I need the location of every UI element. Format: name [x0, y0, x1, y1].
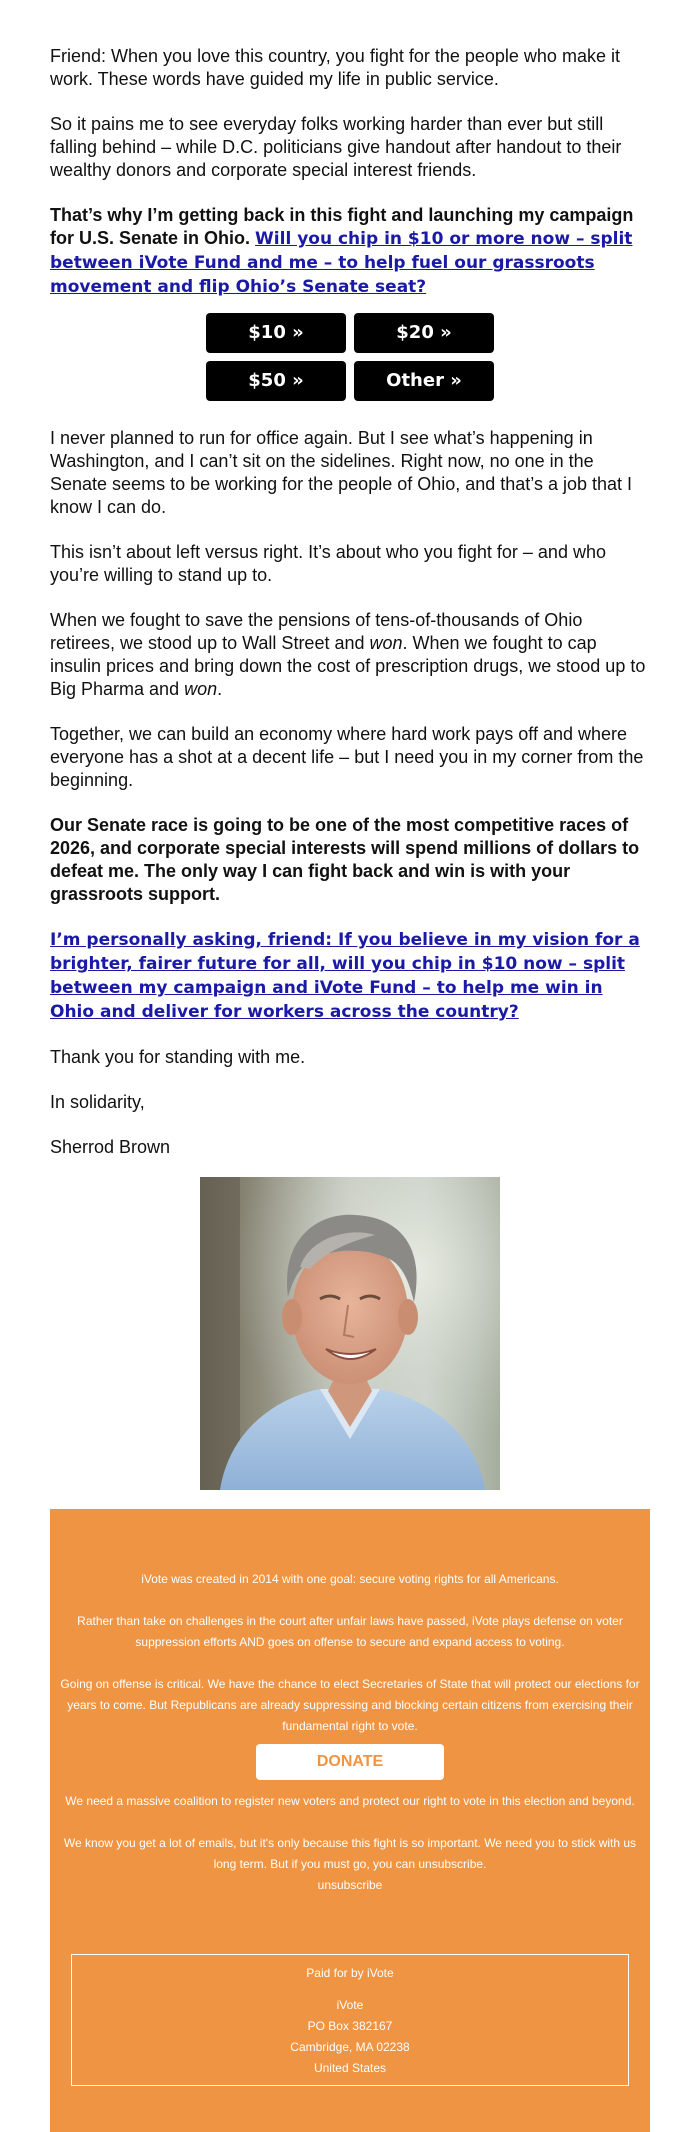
- email-body: [50, 0, 650, 1495]
- portrait-container: [50, 1177, 650, 1495]
- footer-mission: iVote was created in 2014 with one goal: secure voting rights for all Americans.: [141, 1572, 559, 1586]
- paragraph-falling-behind: So it pains me to see everyday folks working harder than ever but still falling behind – while D.C. politicians give handout after handout to their wealthy donors and corporate special interest friends.: [50, 114, 622, 180]
- campaign-announcement: [50, 204, 650, 299]
- ivote-footer: [50, 1509, 650, 2132]
- paragraph-run-for-office: I never planned to run for office again. But I see what’s happening in Washington, and I can’t sit on the sidelines. Right now, no one in the Senate seems to be working for the people of Ohio, and that’s a job that I know I can do.: [50, 428, 633, 517]
- personal-ask: [50, 928, 650, 1024]
- footer-defense: Rather than take on challenges in the court after unfair laws have passed, iVote plays defense on voter suppression efforts AND goes on offense to secure and expand access to voting.: [77, 1614, 623, 1649]
- personal-ask-link[interactable]: I’m personally asking, friend: If you believe in my vision for a brighter, fairer future for all, will you chip in $10 now – split between my campaign and iVote Fund – to help me win in Ohio and deliver for workers across the country?: [50, 930, 640, 1022]
- mailing-address: [72, 1995, 628, 2079]
- donate-10-button[interactable]: $10 »: [206, 313, 346, 353]
- closing-line: In solidarity,: [50, 1092, 145, 1112]
- donate-50-button[interactable]: $50 »: [206, 361, 346, 401]
- donate-20-button[interactable]: $20 »: [354, 313, 494, 353]
- track-record-c: .: [217, 679, 223, 699]
- intro-paragraph: Friend: When you love this country, you fight for the people who make it work. These words have guided my life in public service.: [50, 46, 620, 89]
- donate-other-button[interactable]: Other »: [354, 361, 494, 401]
- won-emphasis-1: won: [369, 633, 403, 653]
- portrait-photo: [200, 1177, 500, 1490]
- track-record-b: . When we fought to cap insulin prices and bring down the cost of prescription drugs, we stood up to Big Pharma and: [50, 633, 646, 699]
- signature: Sherrod Brown: [50, 1137, 171, 1157]
- address-country: United States: [313, 2061, 387, 2075]
- announcement-text: That’s why I’m getting back in this fight and launching my campaign for U.S. Senate in Ohio.: [50, 205, 634, 248]
- portrait-illustration: [200, 1177, 500, 1490]
- paid-for-line: Paid for by iVote: [306, 1966, 394, 1980]
- footer-emails-note: We know you get a lot of emails, but it's only because this fight is so important. We need you to stick with us long term. But if you must go, you can unsubscribe.: [63, 1836, 637, 1871]
- donation-buttons: [206, 313, 494, 401]
- unsubscribe-link[interactable]: unsubscribe: [317, 1878, 383, 1892]
- paid-for-box: [71, 1954, 629, 2086]
- footer-offense: Going on offense is critical. We have the chance to elect Secretaries of State that will protect our elections for years to come. But Republicans are already suppressing and blocking certain citizens from exercising their fundamental right to vote.: [60, 1677, 640, 1733]
- address-org: iVote: [336, 1998, 364, 2012]
- footer-coalition: We need a massive coalition to register new voters and protect our right to vote in this election and beyond.: [65, 1794, 635, 1808]
- paragraph-left-right: This isn’t about left versus right. It’s about who you fight for – and who you’re willing to stand up to.: [50, 542, 606, 585]
- thanks-line: Thank you for standing with me.: [50, 1047, 306, 1067]
- won-emphasis-2: won: [184, 679, 218, 699]
- paragraph-competitive-race: Our Senate race is going to be one of the most competitive races of 2026, and corporate special interests will spend millions of dollars to defeat me. The only way I can fight back and win is with your grassroots support.: [50, 815, 640, 904]
- paragraph-economy: Together, we can build an economy where hard work pays off and where everyone has a shot at a decent life – but I need you in my corner from the beginning.: [50, 724, 644, 790]
- footer-donate-button[interactable]: DONATE: [256, 1744, 444, 1780]
- address-city: Cambridge, MA 02238: [290, 2040, 410, 2054]
- paragraph-track-record: [50, 609, 650, 701]
- chip-in-link[interactable]: Will you chip in $10 or more now – split between iVote Fund and me – to help fuel our grassroots movement and flip Ohio’s Senate seat?: [50, 229, 633, 297]
- address-po-box: PO Box 382167: [307, 2019, 393, 2033]
- track-record-a: When we fought to save the pensions of tens-of-thousands of Ohio retirees, we stood up to Wall Street and: [50, 610, 583, 653]
